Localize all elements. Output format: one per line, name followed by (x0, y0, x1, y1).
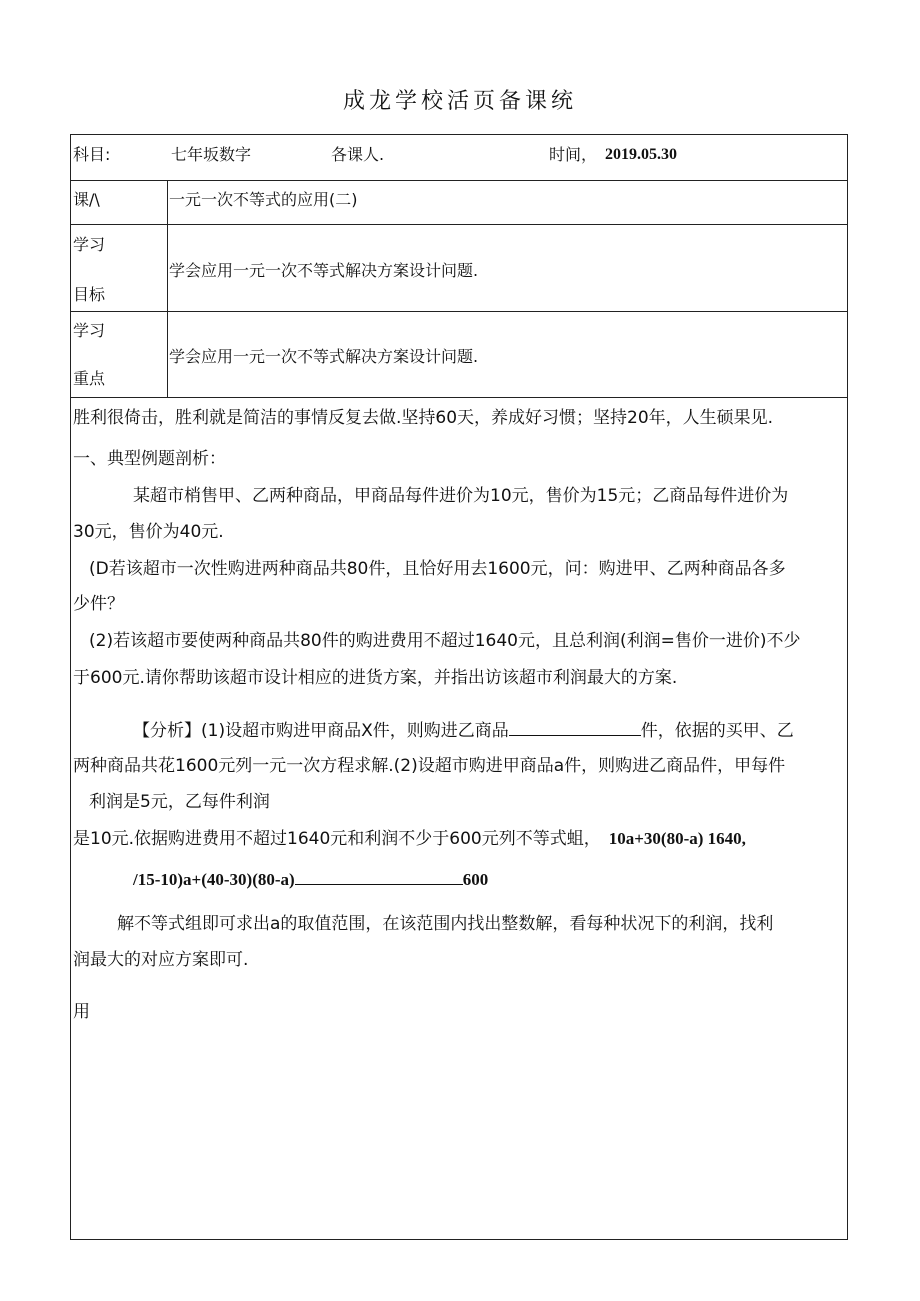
page-title: 成龙学校活页备课统 (342, 89, 577, 114)
focus-label-line2: 重点 (73, 369, 106, 388)
lesson-label: 课/\ (73, 190, 100, 209)
formula-right: 600 (462, 870, 489, 889)
inequality-1: 10a+30(80-a) 1640, (608, 829, 746, 848)
analysis-line-3: 利润是5元，乙每件利润 (89, 792, 270, 812)
solve-line-1: 解不等式组即可求出a的取值范围，在该范围内找出整数解，看每种状况下的利润，找利 (117, 914, 774, 934)
formula-blank (295, 868, 463, 885)
analysis-text-b: 件，依据的买甲、乙 (640, 721, 794, 741)
analysis-line-1 (133, 719, 794, 742)
label-column-divider (167, 180, 168, 397)
row-divider (71, 224, 847, 225)
goal-value: 学会应用一元一次不等式解决方案设计问题. (169, 261, 479, 280)
answer-blank (509, 719, 641, 736)
analysis-line-4 (73, 828, 746, 850)
subject-label: 科目: (73, 145, 111, 164)
analysis-text-a: 【分析】(1)设超市购进甲商品X件，则购进乙商品 (133, 721, 509, 741)
lesson-plan-table (70, 134, 848, 1240)
question-2-line-2: 于600元.请你帮助该超市设计相应的进货方案，并指出访该超市利润最大的方案. (73, 668, 678, 688)
lesson-value: 一元一次不等式的应用(二) (169, 190, 358, 209)
section-heading: 一、典型例题剖析： (73, 449, 226, 469)
goal-label-line1: 学习 (73, 235, 106, 254)
motto: 胜利很倚击，胜利就是简洁的事情反复去做.坚持60天，养成好习惯；坚持20年，人生硕果见. (73, 408, 774, 428)
problem-line-1: 某超市梢售甲、乙两种商品，甲商品每件进价为10元，售价为15元；乙商品每件进价为 (133, 486, 789, 506)
time-value: 2019.05.30 (605, 146, 677, 163)
focus-value: 学会应用一元一次不等式解决方案设计问题. (169, 347, 479, 366)
row-divider (71, 311, 847, 312)
analysis-text: 是10元.依据购进费用不超过1640元和利润不少于600元列不等式蛆， (73, 829, 601, 849)
focus-label-line1: 学习 (73, 321, 106, 340)
tail-text: 用 (73, 1002, 90, 1022)
subject-value: 七年坂数字 (171, 145, 252, 164)
goal-label-line2: 目标 (73, 285, 106, 304)
time-label: 时间， (549, 145, 598, 164)
row-divider (71, 180, 847, 181)
question-1-line-2: 少件？ (73, 594, 124, 614)
question-1-line-1: (D若该超市一次性购进两种商品共80件，且恰好用去1600元，问：购进甲、乙两种商品各多 (89, 559, 786, 579)
analysis-line-2: 两种商品共花1600元列一元一次方程求解.(2)设超市购进甲商品a件，则购进乙商品件，甲每件 (73, 756, 786, 776)
question-2-line-1: (2)若该超市要使两种商品共80件的购进费用不超过1640元，且总利润(利润=售价一进价)不少 (89, 631, 801, 651)
row-divider (71, 397, 847, 398)
solve-line-2: 润最大的对应方案即可. (73, 950, 249, 970)
inequality-2 (133, 868, 488, 891)
formula-left: /15-10)a+(40-30)(80-a) (133, 870, 295, 889)
problem-line-2: 30元，售价为40元. (73, 522, 224, 542)
teacher-label: 各课人. (331, 145, 385, 164)
